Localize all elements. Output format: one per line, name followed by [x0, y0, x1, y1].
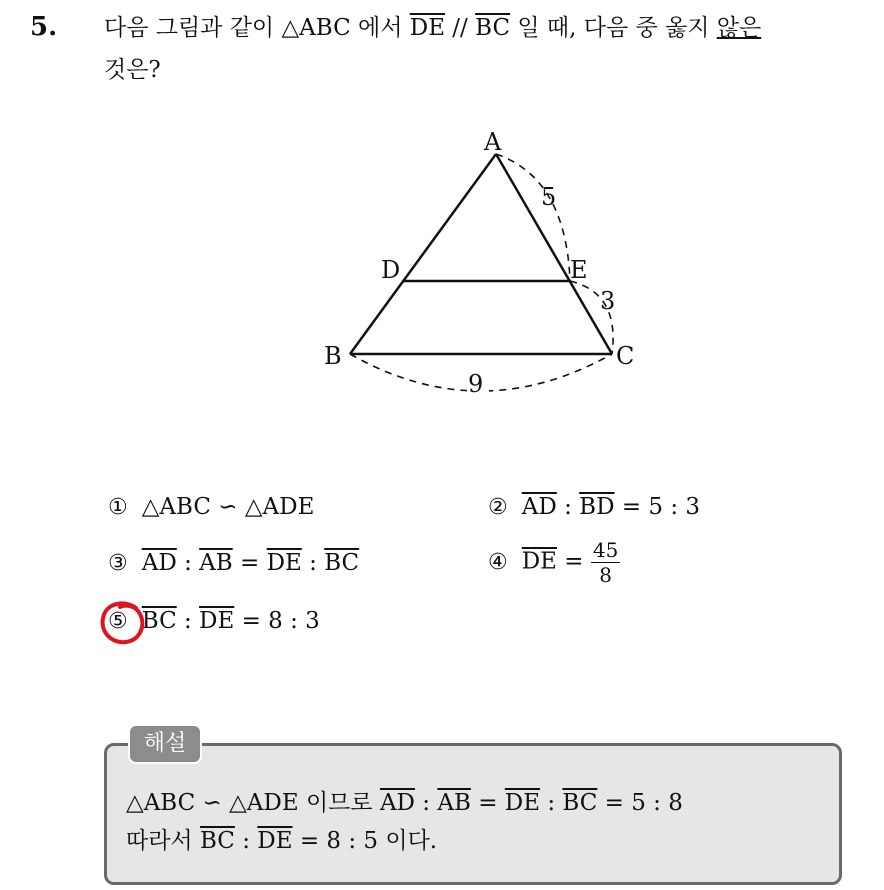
option-5-seg-de: $\overline{DE}$ [199, 608, 235, 634]
vertex-e-label: E [570, 256, 588, 284]
exp-colon-1: : [415, 790, 438, 816]
option-5-mark: ⑤ [108, 609, 128, 634]
option-1[interactable] [108, 494, 314, 520]
option-3-colon-1: : [176, 550, 200, 576]
vertex-b-label: B [324, 342, 342, 370]
option-3-equals: = [232, 550, 267, 576]
vertex-c-label: C [616, 342, 635, 370]
option-4-mark: ④ [488, 549, 508, 575]
exp-seg-bc: $\overline{BC}$ [562, 790, 598, 816]
length-bc-label: 9 [468, 370, 484, 398]
question-number: 5. [30, 12, 58, 42]
exp-colon-2: : [540, 790, 563, 816]
option-3-mark: ③ [108, 551, 128, 576]
option-3-seg-ad: $\overline{AD}$ [141, 550, 177, 576]
option-5-colon: : [176, 608, 200, 634]
option-4[interactable] [488, 538, 620, 587]
vertex-d-label: D [381, 256, 401, 284]
option-5-ratio: = 8 : 3 [234, 608, 320, 634]
question-line-1 [104, 10, 761, 46]
fraction-denominator: 8 [599, 563, 612, 587]
parallel-symbol: // [444, 15, 476, 41]
side-ab [350, 154, 496, 354]
segment-de: $\overline{DE}$ [409, 15, 445, 41]
option-2-colon: : [556, 494, 580, 520]
option-2-mark: ② [488, 495, 508, 520]
explanation-tag: 해설 [128, 724, 202, 764]
option-5-seg-bc: $\overline{BC}$ [141, 608, 177, 634]
explanation-line-2 [126, 822, 437, 855]
option-2[interactable] [488, 494, 700, 520]
option-2-seg-bd: $\overline{BD}$ [579, 494, 615, 520]
option-4-seg-de: $\overline{DE}$ [521, 548, 557, 575]
length-ec-label: 3 [600, 287, 616, 315]
answer-circle-mark [96, 598, 152, 650]
option-2-ratio: = 5 : 3 [614, 494, 701, 520]
exp-equals-1: = [470, 790, 505, 816]
option-2-seg-ad: $\overline{AD}$ [521, 494, 557, 520]
option-4-equals: = [556, 548, 591, 575]
explanation-ratio-1: = 5 : 8 [597, 790, 683, 816]
vertex-a-label: A [484, 128, 502, 156]
option-3[interactable] [108, 550, 359, 576]
option-4-fraction [591, 538, 620, 587]
explanation-line-1 [126, 784, 683, 817]
underlined-word: 않은 [716, 15, 762, 41]
exp-seg-bc-2: $\overline{BC}$ [199, 828, 235, 854]
option-3-seg-ab: $\overline{AB}$ [199, 550, 233, 576]
exp-seg-ad: $\overline{AD}$ [379, 790, 415, 816]
exp-seg-ab: $\overline{AB}$ [437, 790, 471, 816]
option-3-colon-2: : [301, 550, 325, 576]
option-1-mark: ① [108, 495, 128, 520]
option-3-seg-bc: $\overline{BC}$ [324, 550, 360, 576]
length-ae-label: 5 [541, 183, 557, 211]
triangle-figure [310, 118, 650, 408]
question-line-2: 것은? [104, 57, 161, 83]
question-text-a: 다음 그림과 같이 △ABC 에서 [104, 15, 410, 41]
exp-colon-3: : [234, 828, 258, 854]
explanation-text-b: 따라서 [126, 828, 200, 854]
segment-bc: $\overline{BC}$ [475, 15, 511, 41]
question-text-b: 일 때, 다음 중 옳지 [510, 15, 717, 41]
option-1-text: △ABC ∽ △ADE [141, 494, 315, 520]
exp-seg-de-2: $\overline{DE}$ [257, 828, 293, 854]
fraction-numerator: 45 [592, 538, 619, 562]
explanation-text-a: △ABC ∽ △ADE 이므로 [126, 790, 380, 816]
explanation-conclusion: = 8 : 5 이다. [292, 828, 438, 854]
exp-seg-de: $\overline{DE}$ [504, 790, 541, 816]
option-3-seg-de: $\overline{DE}$ [266, 550, 302, 576]
